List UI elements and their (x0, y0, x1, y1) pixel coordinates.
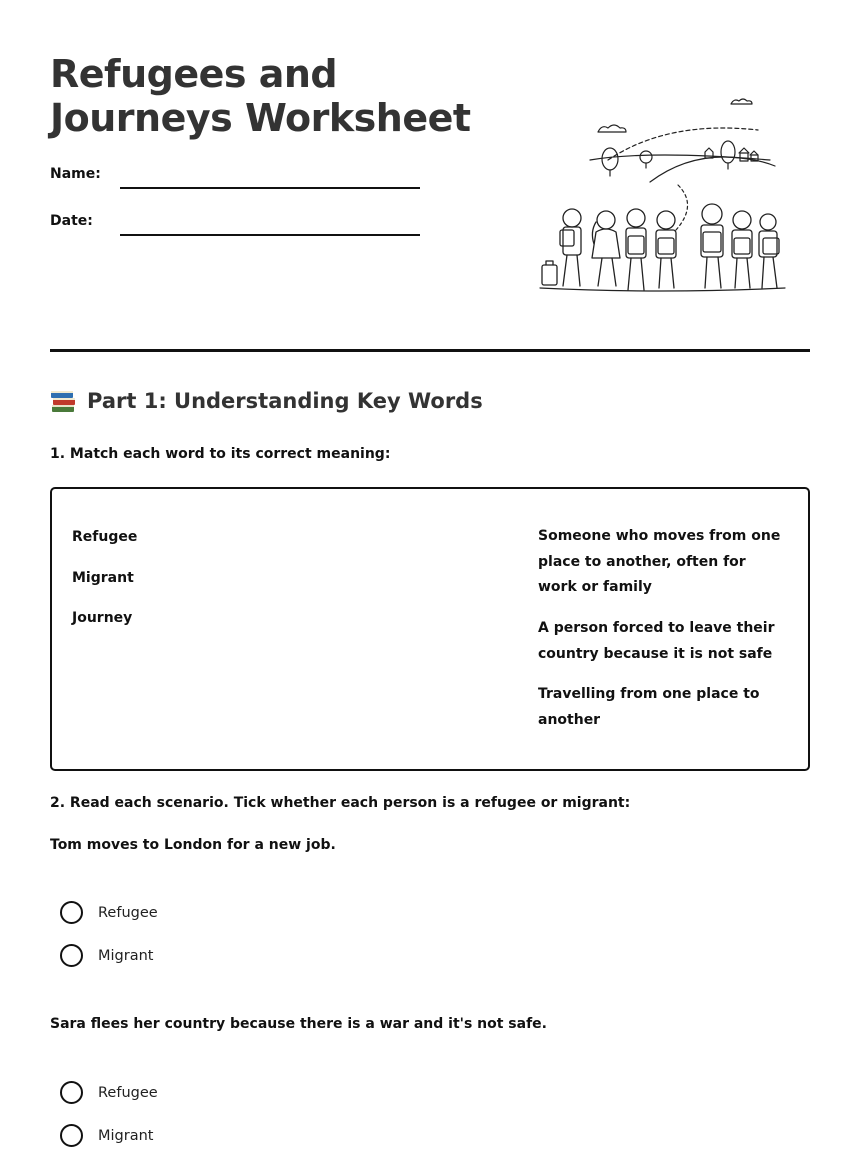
match-definition[interactable]: Someone who moves from one place to another, often for work or family (538, 528, 781, 595)
option-label: Refugee (98, 1084, 158, 1101)
scenario-1-text: Tom moves to London for a new job. (50, 837, 336, 853)
option-label: Migrant (98, 947, 154, 964)
name-label: Name: (50, 166, 101, 182)
scenario-2-option-migrant[interactable] (60, 1124, 153, 1147)
worksheet-title: Refugees and Journeys Worksheet (50, 52, 471, 140)
scenario-1-option-refugee[interactable] (60, 901, 158, 924)
matching-box (50, 487, 810, 771)
option-label: Refugee (98, 904, 158, 921)
header-divider (50, 349, 810, 352)
question-1-prompt: 1. Match each word to its correct meaning: (50, 446, 391, 462)
match-word[interactable]: Migrant (72, 570, 134, 586)
match-word[interactable]: Refugee (72, 529, 138, 545)
radio-button[interactable] (60, 944, 83, 967)
option-label: Migrant (98, 1127, 154, 1144)
name-field[interactable] (120, 187, 420, 189)
question-2-prompt: 2. Read each scenario. Tick whether each person is a refugee or migrant: (50, 795, 631, 811)
part1-heading (50, 388, 483, 414)
radio-button[interactable] (60, 901, 83, 924)
date-field[interactable] (120, 234, 420, 236)
radio-button[interactable] (60, 1081, 83, 1104)
match-word[interactable]: Journey (72, 610, 133, 626)
scenario-1-option-migrant[interactable] (60, 944, 153, 967)
date-label: Date: (50, 213, 93, 229)
scenario-2-text: Sara flees her country because there is a war and it's not safe. (50, 1016, 547, 1032)
part1-title: Part 1: Understanding Key Words (87, 389, 483, 413)
children-walking-illustration (530, 90, 790, 300)
books-icon (50, 388, 77, 414)
match-definition[interactable]: Travelling from one place to another (538, 686, 760, 728)
scenario-2-option-refugee[interactable] (60, 1081, 158, 1104)
match-definition[interactable]: A person forced to leave their country because it is not safe (538, 620, 775, 662)
radio-button[interactable] (60, 1124, 83, 1147)
